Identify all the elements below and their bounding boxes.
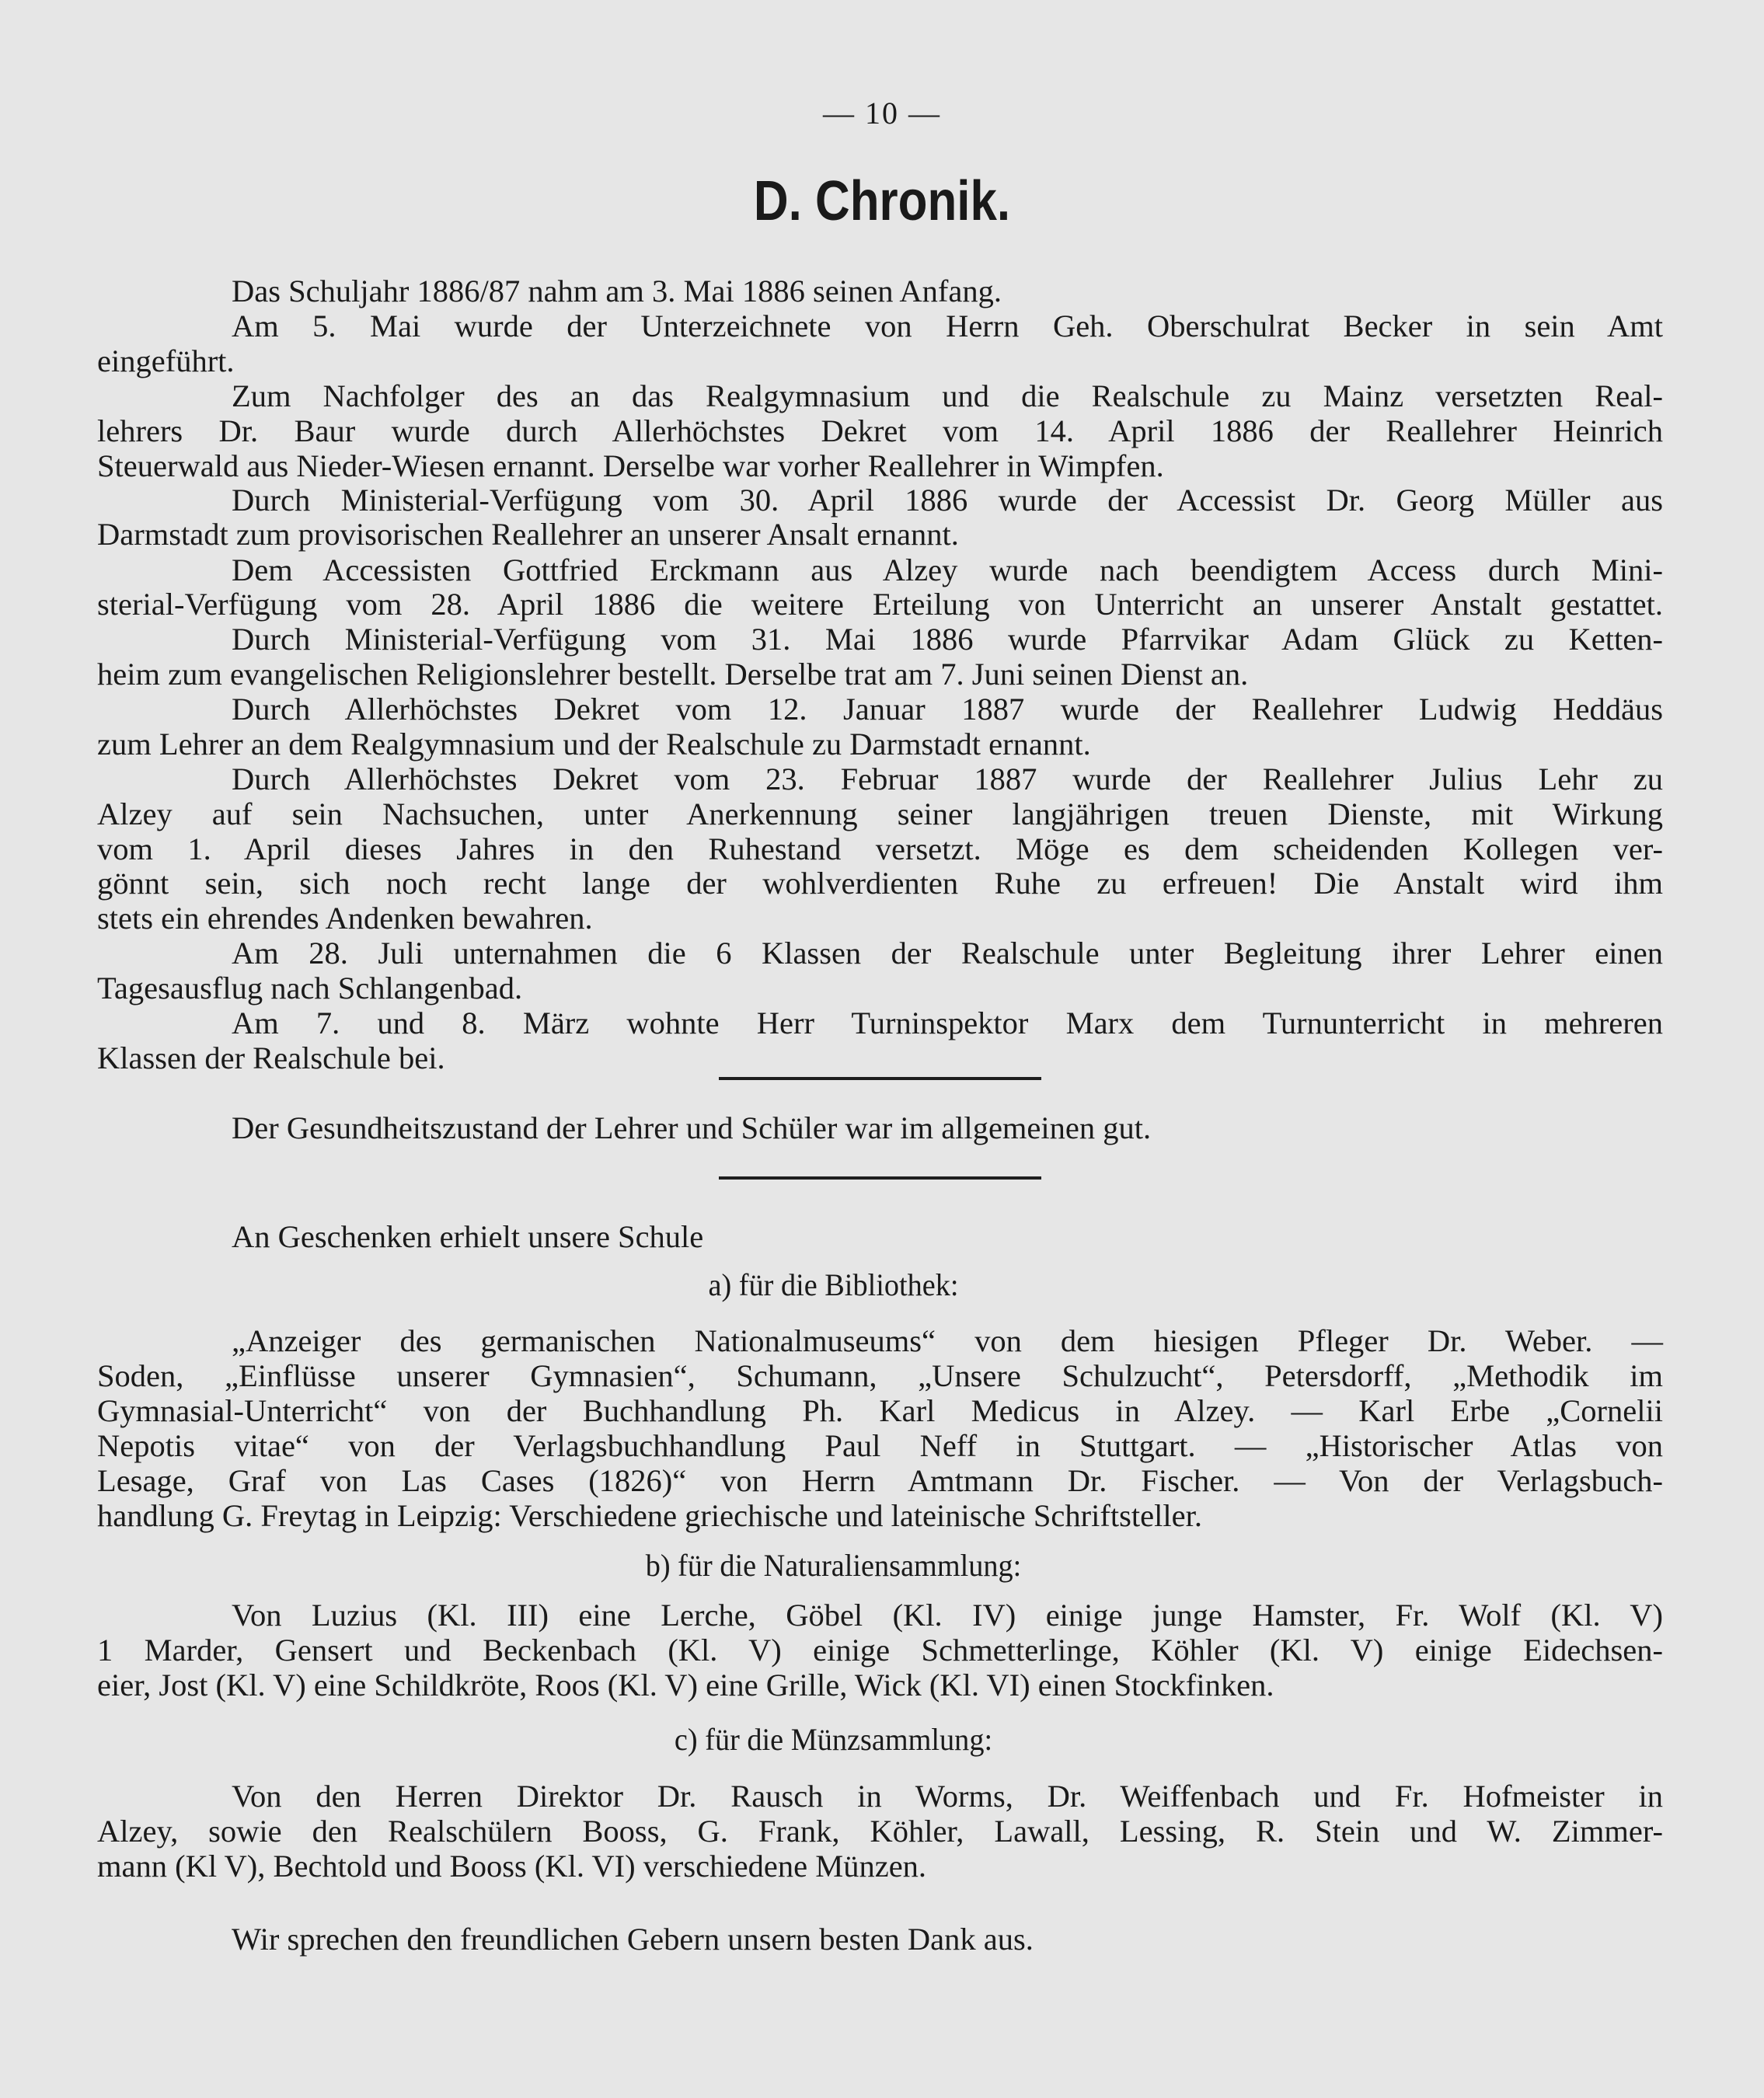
chronicle-line: Am 7. und 8. März wohnte Herr Turninspektor Marx dem Turnunterricht in mehreren bbox=[232, 1005, 1663, 1040]
chronicle-line: Durch Allerhöchstes Dekret vom 12. Januar 1887 wurde der Reallehrer Ludwig Heddäus bbox=[232, 692, 1663, 727]
chronicle-line: Am 28. Juli unternahmen die 6 Klassen der Realschule unter Begleitung ihrer Lehrer einen bbox=[232, 936, 1663, 971]
natural-line: Von Luzius (Kl. III) eine Lerche, Göbel (Kl. IV) einige junge Hamster, Fr. Wolf (Kl. V) bbox=[232, 1598, 1663, 1633]
section-divider bbox=[719, 1176, 1041, 1180]
coin-heading: c) für die Münzsammlung: bbox=[674, 1722, 993, 1757]
gifts-intro: An Geschenken erhielt unsere Schule bbox=[232, 1219, 704, 1254]
natural-line: 1 Marder, Gensert und Beckenbach (Kl. V) einige Schmetterlinge, Köhler (Kl. V) einige Eidechsen- bbox=[97, 1633, 1663, 1668]
health-note: Der Gesundheitszustand der Lehrer und Schüler war im allgemeinen gut. bbox=[232, 1110, 1152, 1145]
chronicle-line: Durch Allerhöchstes Dekret vom 23. Februar 1887 wurde der Reallehrer Julius Lehr zu bbox=[232, 761, 1663, 796]
coin-line: mann (Kl V), Bechtold und Booss (Kl. VI) verschiedene Münzen. bbox=[97, 1849, 927, 1884]
coin-line: Von den Herren Direktor Dr. Rausch in Worms, Dr. Weiffenbach und Fr. Hofmeister in bbox=[232, 1779, 1663, 1814]
chronicle-line: Steuerwald aus Nieder-Wiesen ernannt. Derselbe war vorher Reallehrer in Wimpfen. bbox=[97, 448, 1164, 483]
chronicle-line: vom 1. April dieses Jahres in den Ruhestand versetzt. Möge es dem scheidenden Kollegen ver- bbox=[97, 831, 1663, 866]
chronicle-line: sterial-Verfügung vom 28. April 1886 die weitere Erteilung von Unterricht an unserer Anstalt gestattet. bbox=[97, 587, 1663, 622]
natural-line: eier, Jost (Kl. V) eine Schildkröte, Roos (Kl. V) eine Grille, Wick (Kl. VI) einen Stockfinken. bbox=[97, 1668, 1274, 1702]
chronicle-line: Durch Ministerial-Verfügung vom 30. April 1886 wurde der Accessist Dr. Georg Müller aus bbox=[232, 483, 1663, 518]
chronicle-line: Alzey auf sein Nachsuchen, unter Anerkennung seiner langjährigen treuen Dienste, mit Wirkung bbox=[97, 796, 1663, 831]
coin-line: Alzey, sowie den Realschülern Booss, G. Frank, Köhler, Lawall, Lessing, R. Stein und W. Zimmer- bbox=[97, 1814, 1663, 1849]
natural-heading: b) für die Naturaliensammlung: bbox=[645, 1548, 1022, 1583]
chronicle-line: gönnt sein, sich noch recht lange der wohlverdienten Ruhe zu erfreuen! Die Anstalt wird ihm bbox=[97, 866, 1663, 901]
library-line: Soden, „Einflüsse unserer Gymnasien“, Schumann, „Unsere Schulzucht“, Petersdorff, „Methodik im bbox=[97, 1358, 1663, 1393]
library-line: Gymnasial-Unterricht“ von der Buchhandlung Ph. Karl Medicus in Alzey. — Karl Erbe „Cornelii bbox=[97, 1393, 1663, 1428]
section-divider bbox=[719, 1077, 1041, 1080]
chronicle-line: Durch Ministerial-Verfügung vom 31. Mai 1886 wurde Pfarrvikar Adam Glück zu Ketten- bbox=[232, 622, 1663, 657]
library-line: handlung G. Freytag in Leipzig: Verschiedene griechische und lateinische Schriftsteller. bbox=[97, 1498, 1202, 1533]
library-line: Nepotis vitae“ von der Verlagsbuchhandlung Paul Neff in Stuttgart. — „Historischer Atlas von bbox=[97, 1428, 1663, 1463]
chronicle-line: stets ein ehrendes Andenken bewahren. bbox=[97, 901, 593, 936]
chronicle-line: heim zum evangelischen Religionslehrer bestellt. Derselbe trat am 7. Juni seinen Dienst an. bbox=[97, 657, 1249, 692]
chronicle-line: Tagesausflug nach Schlangenbad. bbox=[97, 971, 523, 1005]
chronicle-line: Klassen der Realschule bei. bbox=[97, 1040, 445, 1075]
thanks-line: Wir sprechen den freundlichen Gebern unsern besten Dank aus. bbox=[232, 1922, 1034, 1957]
library-line: „Anzeiger des germanischen Nationalmuseums“ von dem hiesigen Pfleger Dr. Weber. — bbox=[232, 1323, 1663, 1358]
chronicle-line: Zum Nachfolger des an das Realgymnasium und die Realschule zu Mainz versetzten Real- bbox=[232, 378, 1663, 413]
chronicle-line: Darmstadt zum provisorischen Reallehrer an unserer Ansalt ernannt. bbox=[97, 517, 959, 552]
library-line: Lesage, Graf von Las Cases (1826)“ von Herrn Amtmann Dr. Fischer. — Von der Verlagsbuch- bbox=[97, 1463, 1663, 1498]
chronicle-line: lehrers Dr. Baur wurde durch Allerhöchstes Dekret vom 14. April 1886 der Reallehrer Heinrich bbox=[97, 413, 1663, 448]
chronicle-line: zum Lehrer an dem Realgymnasium und der Realschule zu Darmstadt ernannt. bbox=[97, 727, 1091, 761]
page-number: — 10 — bbox=[823, 96, 941, 131]
chronicle-line: eingeführt. bbox=[97, 343, 235, 378]
chronicle-line: Das Schuljahr 1886/87 nahm am 3. Mai 1886 seinen Anfang. bbox=[232, 274, 1002, 308]
section-title: D. Chronik. bbox=[753, 170, 1011, 232]
library-heading: a) für die Bibliothek: bbox=[708, 1267, 959, 1302]
chronicle-line: Am 5. Mai wurde der Unterzeichnete von Herrn Geh. Oberschulrat Becker in sein Amt bbox=[232, 308, 1663, 343]
chronicle-line: Dem Accessisten Gottfried Erckmann aus Alzey wurde nach beendigtem Access durch Mini- bbox=[232, 552, 1663, 587]
